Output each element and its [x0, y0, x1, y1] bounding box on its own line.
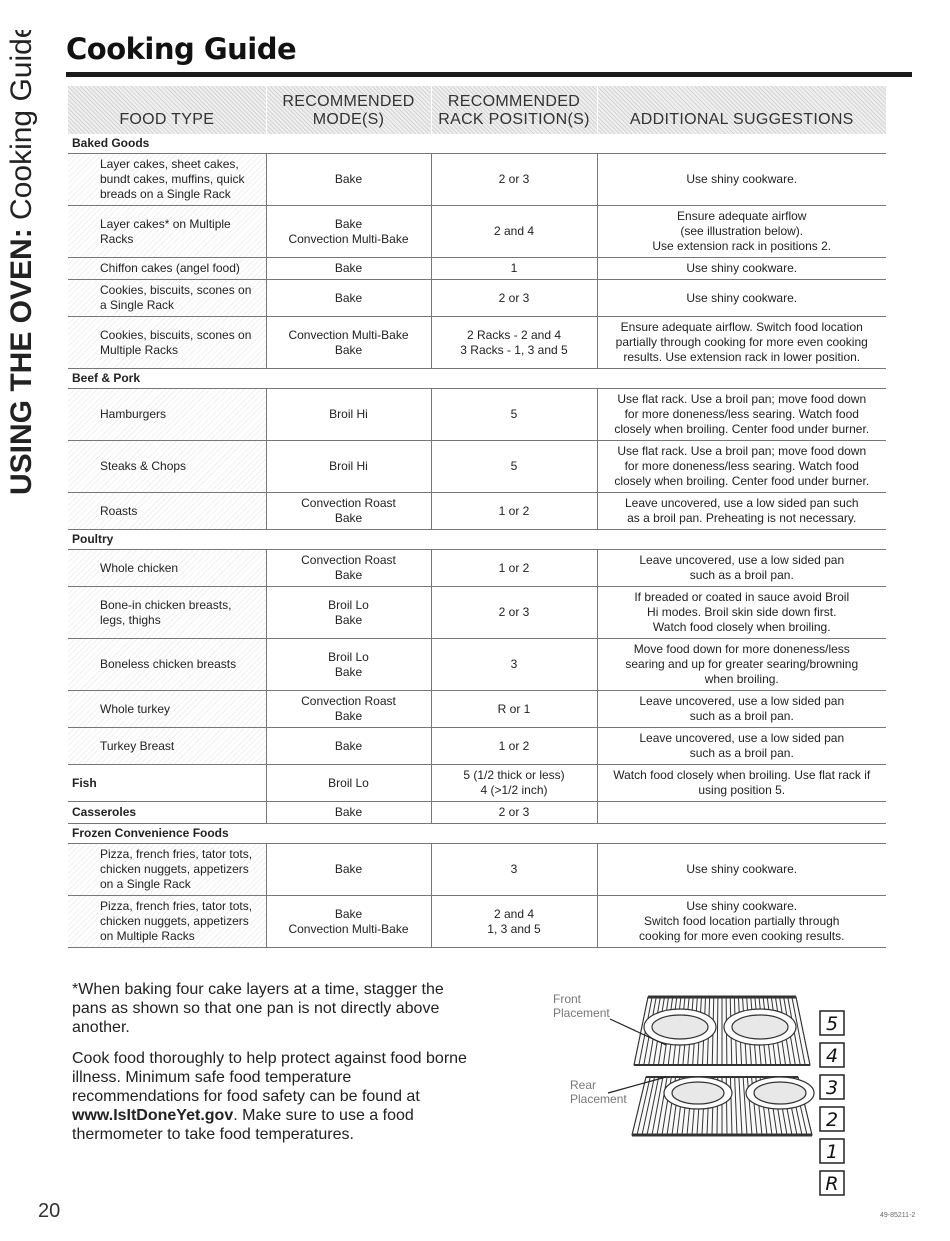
suggestion-cell: Leave uncovered, use a low sided pan such as a broil pan. Preheating is not necessary.: [597, 493, 886, 530]
svg-text:1: 1: [825, 1141, 839, 1163]
suggestion-cell: Move food down for more doneness/less searing and up for greater searing/browning when broiling.: [597, 639, 886, 691]
mode-cell: Bake: [266, 802, 431, 824]
table-body: [68, 134, 886, 948]
mode-cell: Bake: [266, 280, 431, 317]
table-row: [68, 844, 886, 896]
suggestion-cell: Ensure adequate airflow (see illustration below). Use extension rack in positions 2.: [597, 206, 886, 258]
category-label: Casseroles: [68, 802, 266, 824]
rack-cell: 5: [431, 441, 597, 493]
mode-cell: Bake: [266, 258, 431, 280]
category-label: Poultry: [68, 530, 886, 550]
table-row: [68, 802, 886, 824]
suggestion-cell: Use flat rack. Use a broil pan; move food down for more doneness/less searing. Watch food closely when broiling. Center food under burner.: [597, 389, 886, 441]
mode-cell: Broil Hi: [266, 441, 431, 493]
side-tab: [0, 30, 38, 500]
category-label: Fish: [68, 765, 266, 802]
food-type-cell: Whole turkey: [68, 691, 266, 728]
front-label-2: Placement: [553, 1006, 610, 1020]
food-safety-link[interactable]: www.IsItDoneYet.gov: [72, 1107, 234, 1124]
food-type-cell: Layer cakes, sheet cakes, bundt cakes, muffins, quick breads on a Single Rack: [68, 154, 266, 206]
rack-cell: 2 or 3: [431, 802, 597, 824]
category-row: [68, 824, 886, 844]
table-row: [68, 154, 886, 206]
rack-illustration: [548, 985, 858, 1200]
food-type-cell: Layer cakes* on Multiple Racks: [68, 206, 266, 258]
mode-cell: Broil Lo Bake: [266, 587, 431, 639]
svg-text:5: 5: [825, 1013, 839, 1035]
rack-cell: 5: [431, 389, 597, 441]
table-row: [68, 550, 886, 587]
category-label: Baked Goods: [68, 134, 886, 154]
mode-cell: Broil Lo Bake: [266, 639, 431, 691]
rack-position-3: [820, 1075, 844, 1099]
side-tab-graphic: [0, 30, 38, 500]
svg-text:4: 4: [825, 1045, 839, 1067]
suggestion-cell: Leave uncovered, use a low sided pan such as a broil pan.: [597, 728, 886, 765]
food-type-cell: Cookies, biscuits, scones on Multiple Racks: [68, 317, 266, 369]
rack-cell: 2 and 4: [431, 206, 597, 258]
side-tab-bold: USING THE OVEN:: [5, 228, 38, 495]
mode-cell: Convection Roast Bake: [266, 550, 431, 587]
rack-cell: 1 or 2: [431, 728, 597, 765]
table-row: [68, 493, 886, 530]
food-type-cell: Boneless chicken breasts: [68, 639, 266, 691]
rack-cell: 2 and 4 1, 3 and 5: [431, 896, 597, 948]
table-row: [68, 441, 886, 493]
rack-position-5: [820, 1011, 844, 1035]
rack-cell: 1 or 2: [431, 550, 597, 587]
suggestion-cell: Use shiny cookware.: [597, 258, 886, 280]
category-row: [68, 134, 886, 154]
rack-cell: 1 or 2: [431, 493, 597, 530]
page-title: Cooking Guide: [66, 32, 297, 66]
food-type-cell: Turkey Breast: [68, 728, 266, 765]
rear-label-1: Rear: [570, 1078, 597, 1092]
rack-position-2: [820, 1107, 844, 1131]
table-row: [68, 258, 886, 280]
table-row: [68, 317, 886, 369]
food-type-cell: Pizza, french fries, tator tots, chicken nuggets, appetizers on a Single Rack: [68, 844, 266, 896]
category-label: Frozen Convenience Foods: [68, 824, 886, 844]
suggestion-cell: Watch food closely when broiling. Use flat rack if using position 5.: [597, 765, 886, 802]
rack-cell: 2 or 3: [431, 280, 597, 317]
mode-cell: Broil Lo: [266, 765, 431, 802]
suggestion-cell: Use shiny cookware. Switch food location partially through cooking for more even cooking results.: [597, 896, 886, 948]
suggestion-cell: Ensure adequate airflow. Switch food location partially through cooking for more even cooking results. Use extension rack in lower position.: [597, 317, 886, 369]
mode-cell: Bake Convection Multi-Bake: [266, 896, 431, 948]
suggestion-cell: If breaded or coated in sauce avoid Broil Hi modes. Broil skin side down first. Watch food closely when broiling.: [597, 587, 886, 639]
header-modes: RECOMMENDED MODE(S): [266, 86, 431, 134]
rack-cell: 2 or 3: [431, 587, 597, 639]
table-row: [68, 280, 886, 317]
suggestion-cell: Use shiny cookware.: [597, 280, 886, 317]
rack-cell: 3: [431, 639, 597, 691]
rack-cell: 2 Racks - 2 and 4 3 Racks - 1, 3 and 5: [431, 317, 597, 369]
food-type-cell: Whole chicken: [68, 550, 266, 587]
document-code: 49-85211-2: [880, 1212, 916, 1219]
suggestion-cell: Leave uncovered, use a low sided pan such as a broil pan.: [597, 691, 886, 728]
mode-cell: Bake: [266, 844, 431, 896]
rack-placement-figure: [548, 985, 858, 1200]
svg-text:USING THE OVEN: Cooking Guide: [5, 30, 38, 495]
food-safety-note: Cook food thoroughly to help protect against food borne illness. Minimum safe food temperature recommendations for food safety can be found at www.IsItDoneYet.gov. Make sure to use a food thermometer to take food temperatures.: [72, 1050, 467, 1143]
mode-cell: Bake: [266, 154, 431, 206]
table-header: [68, 86, 886, 134]
svg-text:R: R: [825, 1173, 839, 1195]
rack-cell: 2 or 3: [431, 154, 597, 206]
header-rack: RECOMMENDED RACK POSITION(S): [431, 86, 597, 134]
suggestion-cell: Use flat rack. Use a broil pan; move food down for more doneness/less searing. Watch food closely when broiling. Center food under burner.: [597, 441, 886, 493]
food-type-cell: Steaks & Chops: [68, 441, 266, 493]
food-type-cell: Cookies, biscuits, scones on a Single Rack: [68, 280, 266, 317]
rack-position-labels: [820, 1011, 844, 1195]
food-type-cell: Pizza, french fries, tator tots, chicken nuggets, appetizers on Multiple Racks: [68, 896, 266, 948]
mode-cell: Convection Roast Bake: [266, 493, 431, 530]
table-row: [68, 389, 886, 441]
table-row: [68, 587, 886, 639]
suggestion-cell: [597, 802, 886, 824]
suggestion-cell: Leave uncovered, use a low sided pan such as a broil pan.: [597, 550, 886, 587]
stagger-note: *When baking four cake layers at a time, stagger the pans as shown so that one pan is not directly above another.: [72, 981, 444, 1036]
rack-position-R: [820, 1171, 844, 1195]
mode-cell: Convection Multi-Bake Bake: [266, 317, 431, 369]
table-row: [68, 639, 886, 691]
rack-cell: R or 1: [431, 691, 597, 728]
category-row: [68, 369, 886, 389]
food-type-cell: Roasts: [68, 493, 266, 530]
side-tab-light: Cooking Guide: [5, 30, 38, 229]
svg-text:2: 2: [825, 1109, 839, 1131]
rack-cell: 3: [431, 844, 597, 896]
rack-position-1: [820, 1139, 844, 1163]
category-row: [68, 530, 886, 550]
mode-cell: Broil Hi: [266, 389, 431, 441]
table-row: [68, 728, 886, 765]
mode-cell: Bake Convection Multi-Bake: [266, 206, 431, 258]
mode-cell: Convection Roast Bake: [266, 691, 431, 728]
rack-position-4: [820, 1043, 844, 1067]
rack-cell: 5 (1/2 thick or less) 4 (>1/2 inch): [431, 765, 597, 802]
table-row: [68, 206, 886, 258]
table-row: [68, 896, 886, 948]
page-number: 20: [38, 1200, 61, 1222]
rack-cell: 1: [431, 258, 597, 280]
table-row: [68, 691, 886, 728]
cooking-guide-table: [68, 86, 886, 948]
food-type-cell: Hamburgers: [68, 389, 266, 441]
mode-cell: Bake: [266, 728, 431, 765]
header-food-type: FOOD TYPE: [68, 86, 266, 134]
header-suggestions: ADDITIONAL SUGGESTIONS: [597, 86, 886, 134]
table-row: [68, 765, 886, 802]
suggestion-cell: Use shiny cookware.: [597, 844, 886, 896]
food-type-cell: Chiffon cakes (angel food): [68, 258, 266, 280]
title-rule: [66, 72, 912, 77]
rear-label-2: Placement: [570, 1092, 627, 1106]
notes: [72, 980, 467, 1156]
category-label: Beef & Pork: [68, 369, 886, 389]
svg-text:3: 3: [825, 1077, 839, 1099]
front-label-1: Front: [553, 992, 582, 1006]
food-type-cell: Bone-in chicken breasts, legs, thighs: [68, 587, 266, 639]
suggestion-cell: Use shiny cookware.: [597, 154, 886, 206]
